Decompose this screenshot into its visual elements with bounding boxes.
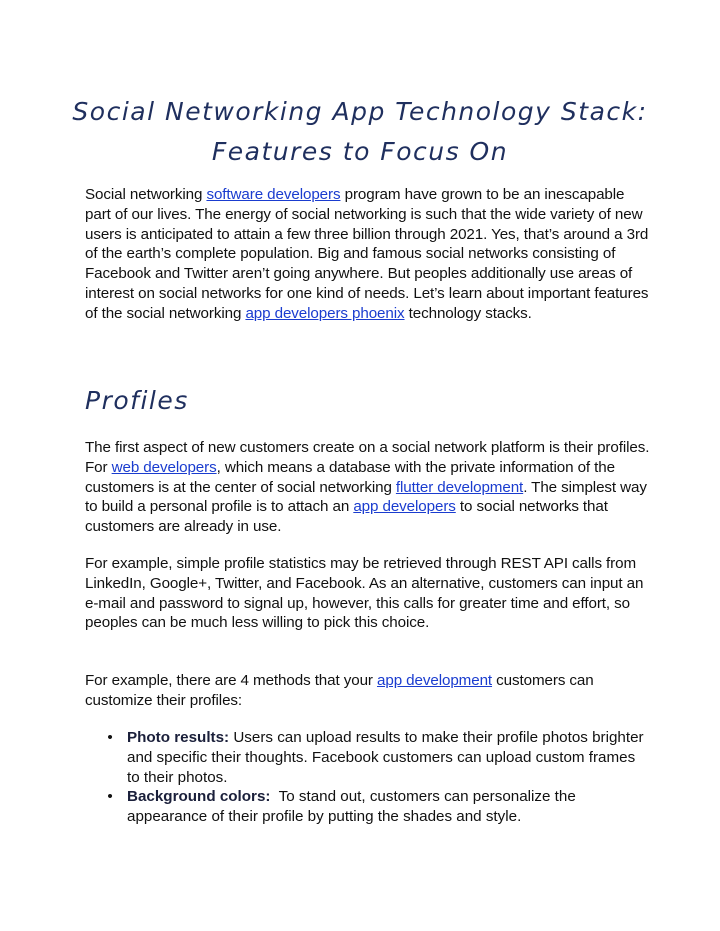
profiles-p1-text-1: The first aspect of new customers create on a social network platform is their profiles. For <box>85 439 650 476</box>
customization-list <box>85 728 650 827</box>
profiles-p1-text-4: to social networks that customers are already in use. <box>85 498 608 536</box>
web-developers-link[interactable]: web developers <box>111 458 217 476</box>
app-developers-phoenix-link[interactable]: app developers phoenix <box>245 304 405 322</box>
profiles-paragraph-1 <box>85 438 650 537</box>
profiles-paragraph-2: For example, simple profile statistics may be retrieved through REST API calls from LinkedIn, Google+, Twitter, and Facebook. As an alternative, customers can input an e-mail and password to signal up, however, this calls for greater time and effort, so peoples can be much less willing to pick this choice. <box>85 555 644 632</box>
page-title <box>40 92 680 172</box>
list-item <box>85 787 650 827</box>
app-developers-link[interactable]: app developers <box>353 498 456 516</box>
list-item-label: Background colors: <box>127 788 271 806</box>
bullet-icon: • <box>107 788 113 806</box>
list-item-label: Photo results: <box>127 729 230 746</box>
profiles-p3-text-2: customers can customize their profiles: <box>85 672 594 709</box>
profiles-heading: Profiles <box>85 386 189 415</box>
profiles-paragraph-3 <box>85 671 650 711</box>
app-development-link[interactable]: app development <box>377 672 493 689</box>
bullet-icon: • <box>107 729 113 746</box>
list-item <box>85 728 650 787</box>
list-item-text: To stand out, customers can personalize the appearance of their profile by putting the shades and style. <box>127 788 581 826</box>
intro-text-1: Social networking <box>85 186 207 203</box>
profiles-p3-text-1: For example, there are 4 methods that your <box>85 672 378 689</box>
intro-paragraph <box>85 185 650 324</box>
list-item-text: Users can upload results to make their profile photos brighter and specific their thoughts. Facebook customers can upload custom frames to their photos. <box>127 729 644 786</box>
profiles-p1-text-2: , which means a database with the private information of the customers is at the center of social networking <box>85 458 615 496</box>
page-title-line-1: Social Networking App Technology Stack: <box>72 97 648 126</box>
flutter-development-link[interactable]: flutter development <box>395 478 524 496</box>
page-title-line-2: Features to Focus On <box>211 137 509 166</box>
software-developers-link[interactable]: software developers <box>206 186 341 203</box>
profiles-p1-text-3: . The simplest way to build a personal profile is to attach an <box>85 478 647 516</box>
intro-text-2: program have grown to be an inescapable part of our lives. The energy of social networking is such that the wide variety of new users is anticipated to attain a few three billion through 2021. Yes, that’s around a 3rd of the earth’s complete population. Big and famous social networks consisting of Facebook and Twitter aren’t going anywhere. But peoples additionally use areas of interest on social networks for one kind of needs. Let’s learn about important features of the social networking <box>85 186 649 322</box>
intro-text-3: technology stacks. <box>404 304 532 322</box>
